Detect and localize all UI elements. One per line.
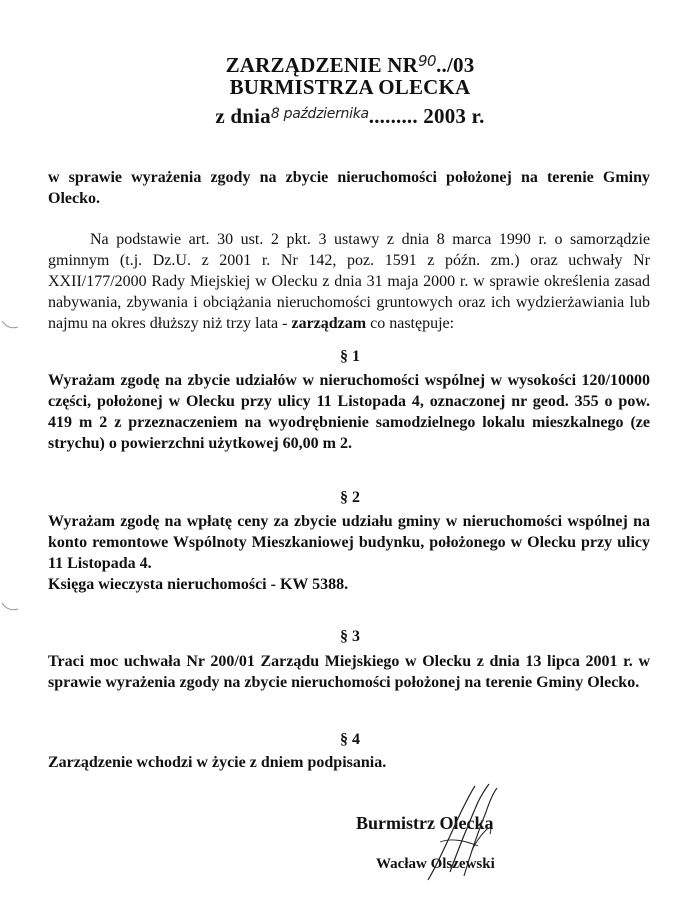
title-suffix: /03 <box>446 53 475 77</box>
margin-mark <box>0 600 20 614</box>
section-heading: § 4 <box>340 731 360 748</box>
subject: w sprawie wyrażenia zgody na zbycie nieruchomości położonej na terenie Gminy Olecko. <box>48 169 650 207</box>
section-heading: § 1 <box>340 348 360 365</box>
date-suffix: 2003 r. <box>417 104 485 128</box>
title-prefix: ZARZĄDZENIE NR <box>225 53 418 77</box>
document-date <box>0 101 700 129</box>
issuer-title: BURMISTRZA OLECKA <box>229 75 471 99</box>
legal-basis-tail: co następuje: <box>366 315 455 332</box>
legal-basis-emphasis: zarządzam <box>291 315 367 332</box>
handwritten-date: 8 października <box>270 106 369 122</box>
section-body <box>48 511 650 595</box>
margin-mark <box>0 318 20 332</box>
signatory-title: Burmistrz Olecka <box>356 813 494 833</box>
section-heading: § 2 <box>340 489 360 506</box>
section-text: Zarządzenie wchodzi w życie z dniem podpisania. <box>48 754 387 771</box>
legal-basis <box>48 229 650 334</box>
section-text: Wyrażam zgodę na zbycie udziałów w nieruchomości wspólnej w wysokości 120/10000 części, położonej w Olecku przy ulicy 11 Listopada 4, oznaczonej nr geod. 355 o pow. 419 m 2 z przeznaczeniem na wyodrębnienie samodzielnego lokalu mieszkalnego (ze strychu) o powierzchni użytkowej 60,00 m 2. <box>48 372 650 452</box>
section-text: Wyrażam zgodę na wpłatę ceny za zbycie udziału gminy w nieruchomości wspólnej na konto remontowe Wspólnoty Mieszkaniowej budynku, położonego w Olecku przy ulicy 11 Listopada 4. <box>48 513 650 572</box>
date-prefix: z dnia <box>215 104 271 128</box>
signatory-name: Wacław Olszewski <box>376 856 495 872</box>
legal-basis-text: Na podstawie art. 30 ust. 2 pkt. 3 ustawy z dnia 8 marca 1990 r. o samorządzie gminnym (t.j. Dz.U. z 2001 r. Nr 142, poz. 1591 z późn. zm.) oraz uchwały Nr XXII/177/2000 Rady Miejskiej w Olecku z dnia 31 maja 2000 r. w sprawie określenia zasad nabywania, zbywania i obciążania nieruchomości gruntowych oraz ich wydzierżawiania lub najmu na okres dłuższy niż trzy lata - <box>48 231 650 332</box>
handwritten-signature <box>420 780 530 890</box>
section-text: Traci moc uchwała Nr 200/01 Zarządu Miejskiego w Olecku z dnia 13 lipca 2001 r. w sprawie wyrażenia zgody na zbycie nieruchomości położonej na terenie Gminy Olecko. <box>48 653 650 691</box>
date-dots: ......... <box>368 104 418 128</box>
land-register-entry: Księga wieczysta nieruchomości - KW 5388. <box>48 576 349 593</box>
section-heading: § 3 <box>340 628 360 645</box>
title-dots: .. <box>436 53 447 77</box>
handwritten-number: 90 <box>417 52 437 70</box>
